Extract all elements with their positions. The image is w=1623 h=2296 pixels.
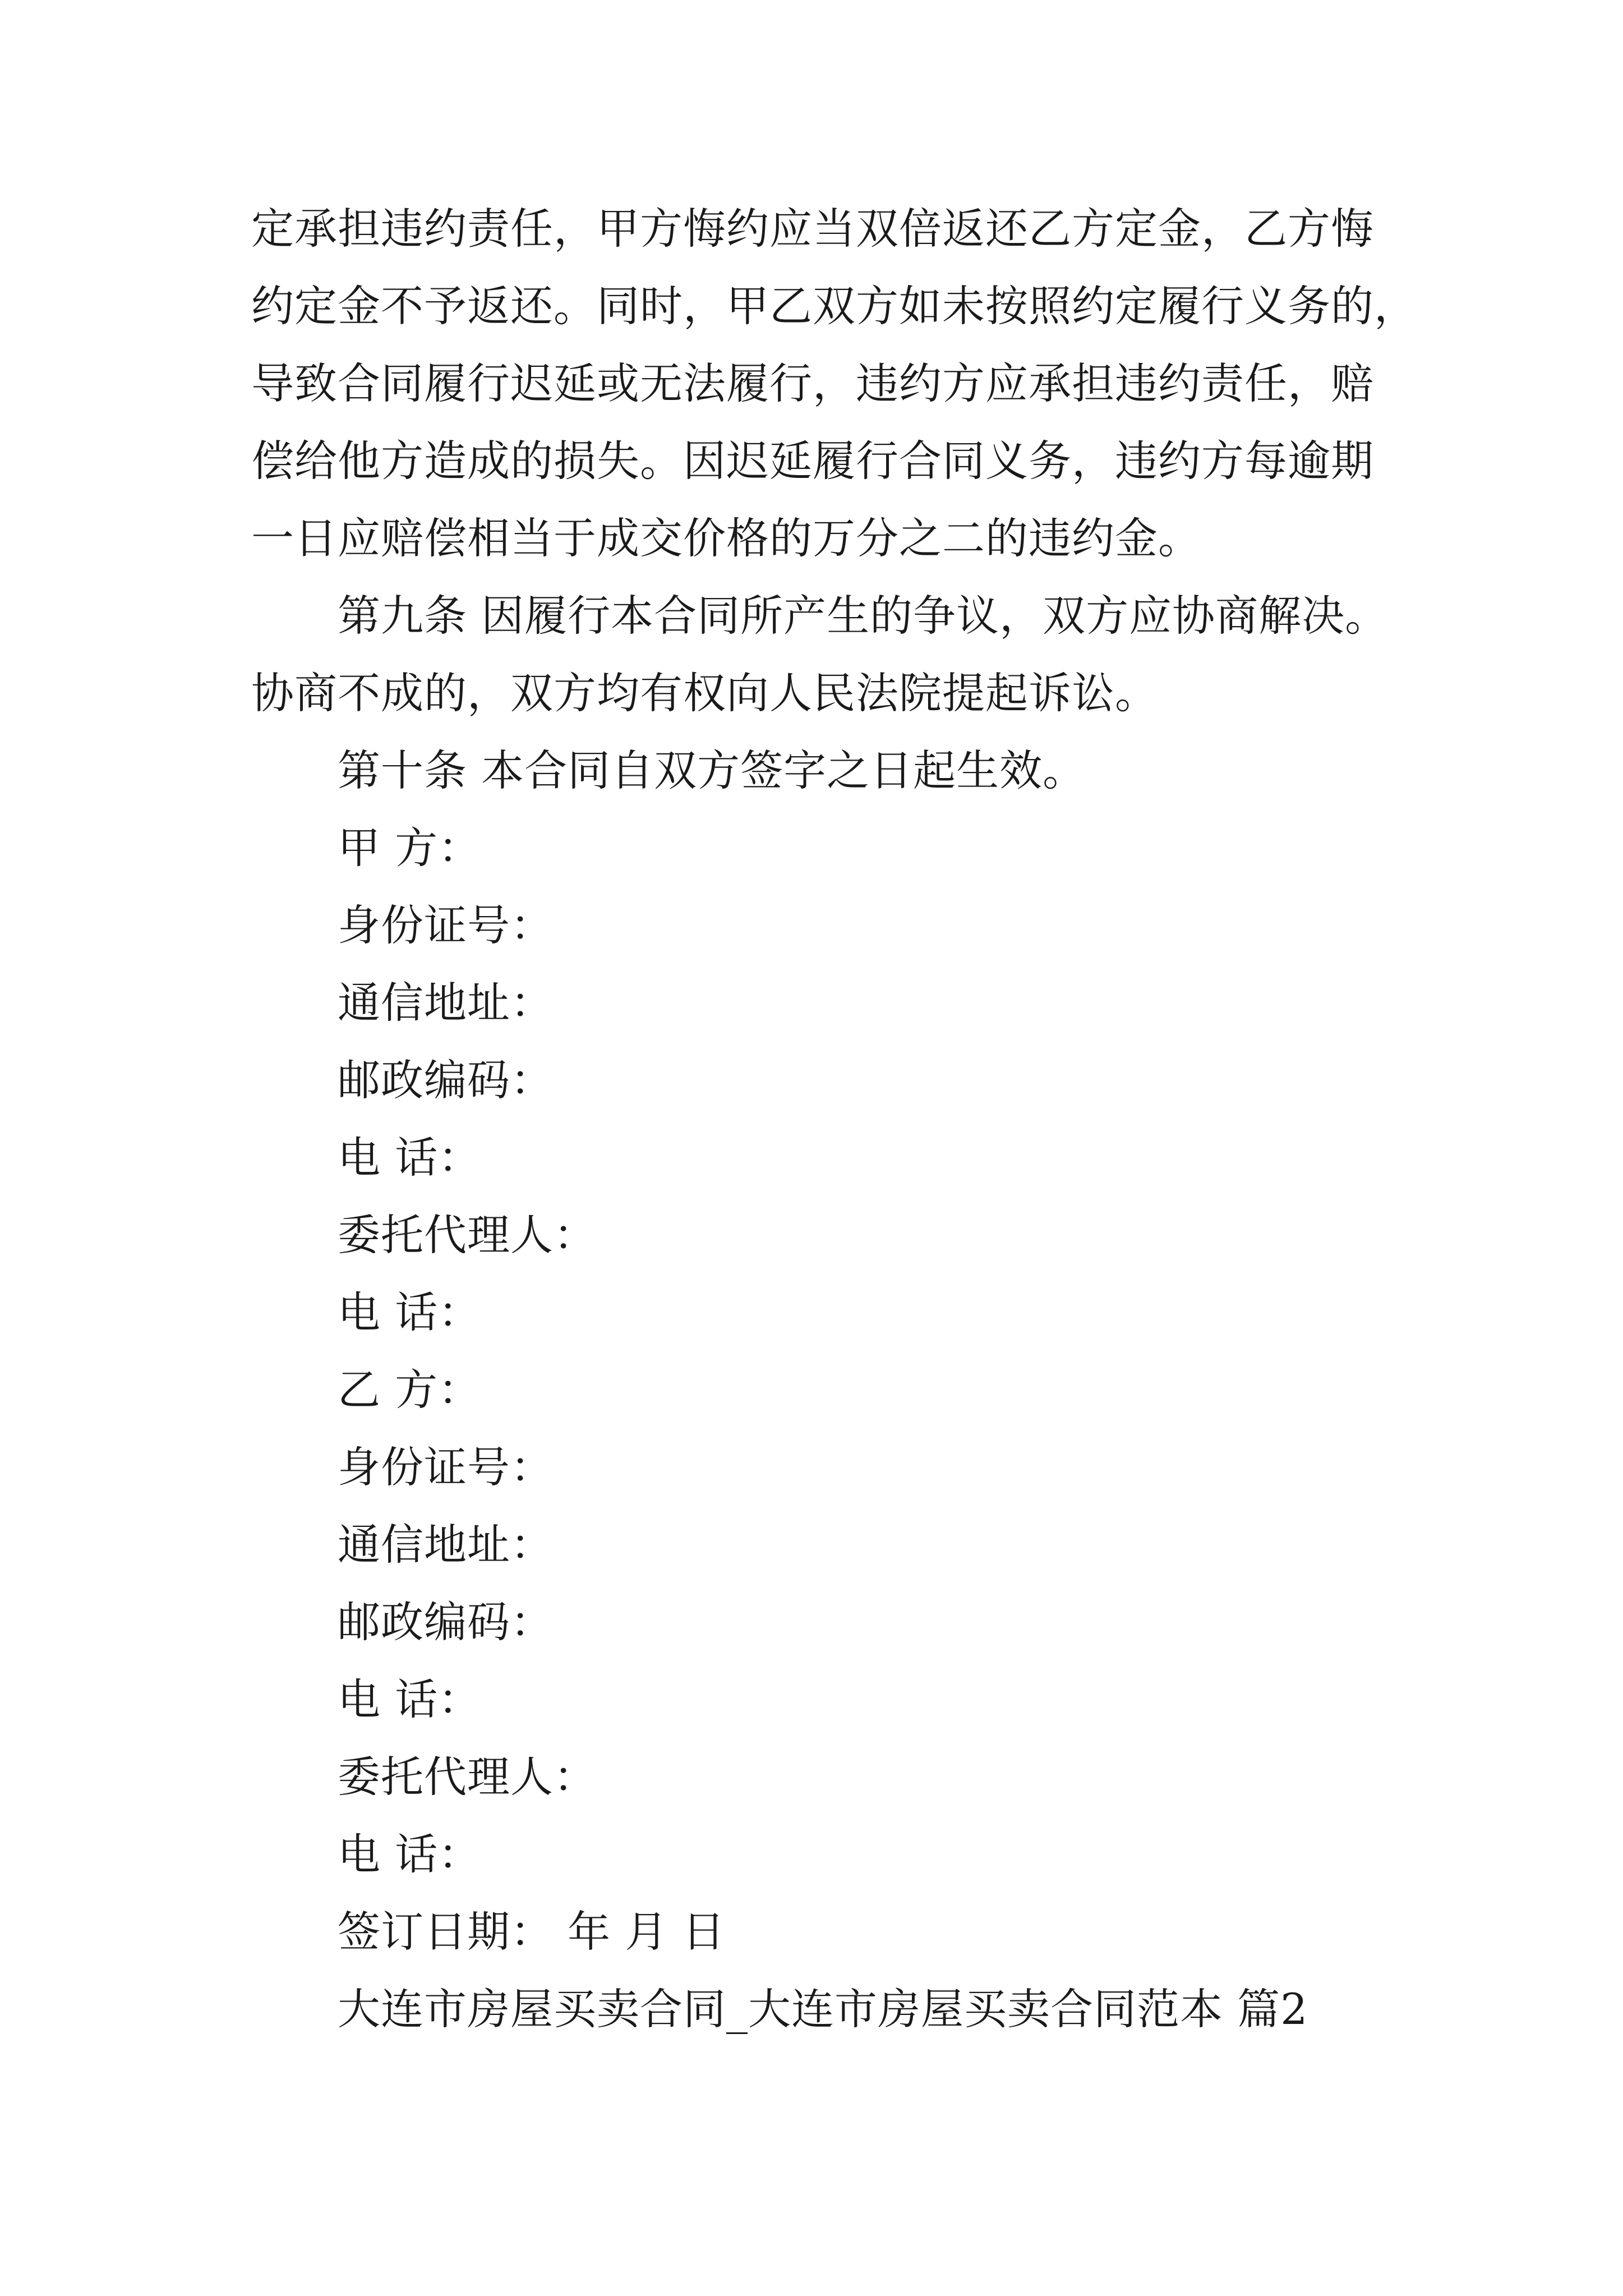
breach-clause-paragraph: [251, 204, 1429, 563]
party-b-postcode-label: 邮政编码：: [338, 1597, 554, 1647]
party-b-id-label: 身份证号：: [338, 1442, 554, 1492]
party-a-name-label: 甲 方：: [338, 823, 482, 873]
party-a-id-label: 身份证号：: [338, 900, 554, 950]
party-a-phone-label: 电 话：: [338, 1133, 482, 1182]
article-9-line-1: 第九条 因履行本合同所产生的争议，双方应协商解决。: [338, 591, 1389, 641]
paragraph-line: 定承担违约责任，甲方悔约应当双倍返还乙方定金，乙方悔: [251, 204, 1374, 254]
party-a-agent-phone-label: 电 话：: [338, 1287, 482, 1337]
party-b-name-label: 乙 方：: [338, 1365, 482, 1415]
article-9-line-2: 协商不成的，双方均有权向人民法院提起诉讼。: [251, 668, 1158, 718]
article-10: 第十条 本合同自双方签字之日起生效。: [338, 746, 1086, 795]
party-a-address-label: 通信地址：: [338, 978, 554, 1028]
paragraph-line: 一日应赔偿相当于成交价格的万分之二的违约金。: [251, 513, 1201, 563]
party-a-block: [251, 823, 1429, 1337]
next-section-title: 大连市房屋买卖合同_大连市房屋买卖合同范本 篇2: [338, 1984, 1308, 2034]
paragraph-line: 导致合同履行迟延或无法履行，违约方应承担违约责任，赔: [251, 358, 1374, 408]
paragraph-line: 偿给他方造成的损失。因迟延履行合同义务，违约方每逾期: [251, 436, 1374, 486]
party-b-agent-phone-label: 电 话：: [338, 1829, 482, 1879]
party-a-agent-label: 委托代理人：: [338, 1210, 597, 1260]
article-9: [251, 591, 1429, 718]
party-b-block: [251, 1365, 1429, 1879]
signing-date: 签订日期： 年 月 日: [338, 1907, 726, 1957]
party-b-address-label: 通信地址：: [338, 1520, 554, 1570]
party-a-postcode-label: 邮政编码：: [338, 1055, 554, 1105]
paragraph-line: 约定金不予返还。同时，甲乙双方如未按照约定履行义务的，: [251, 281, 1417, 331]
party-b-agent-label: 委托代理人：: [338, 1752, 597, 1802]
document-body: [251, 204, 1429, 2034]
party-b-phone-label: 电 话：: [338, 1674, 482, 1724]
